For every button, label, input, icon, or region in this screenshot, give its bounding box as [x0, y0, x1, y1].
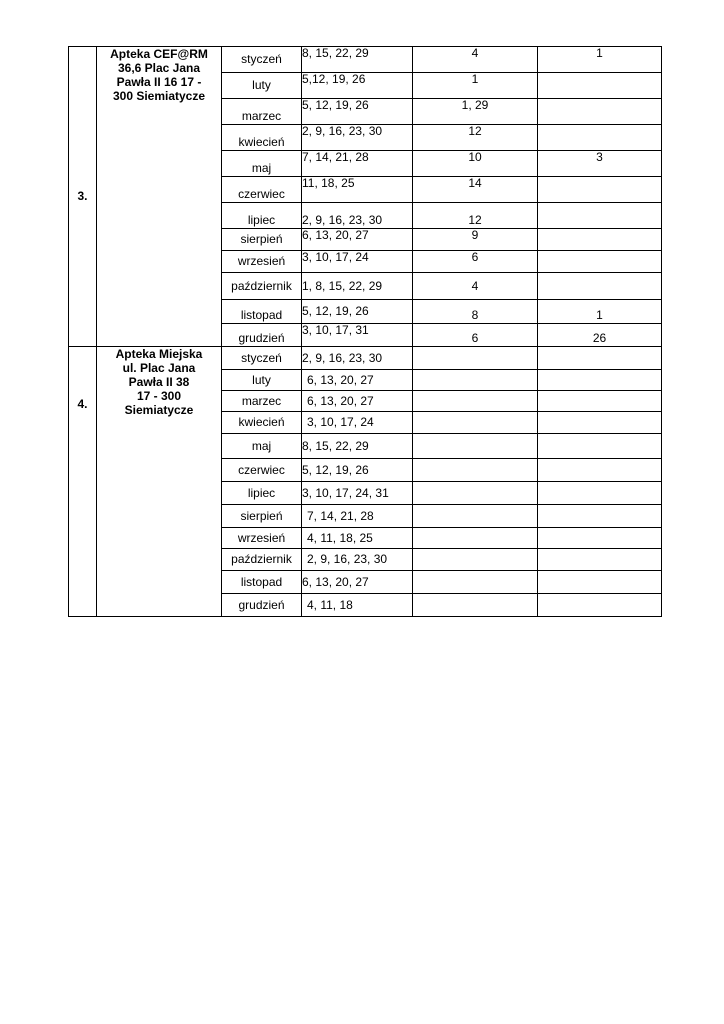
value-cell — [538, 370, 662, 391]
value-cell — [413, 594, 538, 617]
dates-cell: 7, 14, 21, 28 — [302, 151, 413, 177]
dates-cell: 4, 11, 18, 25 — [302, 528, 413, 549]
value-cell: 12 — [413, 125, 538, 151]
value-cell — [413, 434, 538, 459]
month-cell: grudzień — [222, 324, 302, 347]
value-cell — [413, 549, 538, 571]
value-cell — [538, 251, 662, 273]
value-cell: 1 — [413, 73, 538, 99]
value-cell — [413, 505, 538, 528]
value-cell: 26 — [538, 324, 662, 347]
dates-cell: 3, 10, 17, 24, 31 — [302, 482, 413, 505]
value-cell — [538, 412, 662, 434]
month-cell: kwiecień — [222, 125, 302, 151]
month-cell: czerwiec — [222, 177, 302, 203]
pharmacy-name-line: Pawła II 38 — [128, 375, 190, 389]
pharmacy-number: 3. — [69, 47, 97, 347]
pharmacy-name-line: ul. Plac Jana — [122, 361, 196, 375]
value-cell — [413, 391, 538, 412]
dates-cell: 2, 9, 16, 23, 30 — [302, 125, 413, 151]
value-cell: 12 — [413, 203, 538, 229]
month-cell: listopad — [222, 300, 302, 324]
dates-cell: 5, 12, 19, 26 — [302, 459, 413, 482]
value-cell: 6 — [413, 324, 538, 347]
value-cell: 1 — [538, 47, 662, 73]
value-cell — [538, 434, 662, 459]
month-cell: listopad — [222, 571, 302, 594]
month-cell: październik — [222, 549, 302, 571]
value-cell — [413, 370, 538, 391]
month-cell: styczeń — [222, 347, 302, 370]
month-cell: lipiec — [222, 482, 302, 505]
month-cell: luty — [222, 73, 302, 99]
dates-cell: 1, 8, 15, 22, 29 — [302, 273, 413, 300]
pharmacy-number: 4. — [69, 347, 97, 617]
dates-cell: 3, 10, 17, 24 — [302, 251, 413, 273]
dates-cell: 4, 11, 18 — [302, 594, 413, 617]
value-cell: 4 — [413, 47, 538, 73]
month-cell: styczeń — [222, 47, 302, 73]
value-cell: 6 — [413, 251, 538, 273]
pharmacy-name-line: 300 Siemiatycze — [112, 89, 206, 103]
pharmacy-name-line: Siemiatycze — [124, 403, 194, 417]
value-cell — [538, 73, 662, 99]
table-row — [69, 47, 662, 73]
value-cell: 9 — [413, 229, 538, 251]
pharmacy-name-line: 36,6 Plac Jana — [117, 61, 201, 75]
month-cell: sierpień — [222, 229, 302, 251]
month-cell: kwiecień — [222, 412, 302, 434]
dates-cell: 6, 13, 20, 27 — [302, 229, 413, 251]
pharmacy-name-line: Apteka Miejska — [115, 347, 203, 361]
dates-cell: 6, 13, 20, 27 — [302, 370, 413, 391]
value-cell — [413, 528, 538, 549]
dates-cell: 8, 15, 22, 29 — [302, 434, 413, 459]
month-cell: wrzesień — [222, 528, 302, 549]
value-cell — [538, 177, 662, 203]
value-cell: 1, 29 — [413, 99, 538, 125]
value-cell — [413, 347, 538, 370]
value-cell: 14 — [413, 177, 538, 203]
value-cell — [538, 482, 662, 505]
dates-cell: 2, 9, 16, 23, 30 — [302, 347, 413, 370]
pharmacy-name — [97, 47, 222, 347]
value-cell — [413, 412, 538, 434]
value-cell — [538, 229, 662, 251]
value-cell — [413, 571, 538, 594]
dates-cell: 6, 13, 20, 27 — [302, 391, 413, 412]
pharmacy-name-line: Pawła II 16 17 - — [116, 75, 202, 89]
dates-cell: 5,12, 19, 26 — [302, 73, 413, 99]
month-cell: marzec — [222, 99, 302, 125]
month-cell: sierpień — [222, 505, 302, 528]
dates-cell: 5, 12, 19, 26 — [302, 300, 413, 324]
value-cell — [413, 482, 538, 505]
value-cell — [538, 347, 662, 370]
value-cell: 1 — [538, 300, 662, 324]
value-cell — [538, 528, 662, 549]
dates-cell: 6, 13, 20, 27 — [302, 571, 413, 594]
value-cell: 3 — [538, 151, 662, 177]
dates-cell: 11, 18, 25 — [302, 177, 413, 203]
month-cell: październik — [222, 273, 302, 300]
table-row — [69, 347, 662, 370]
month-cell: maj — [222, 434, 302, 459]
dates-cell: 8, 15, 22, 29 — [302, 47, 413, 73]
value-cell — [538, 203, 662, 229]
dates-cell: 2, 9, 16, 23, 30 — [302, 549, 413, 571]
value-cell — [538, 391, 662, 412]
pharmacy-name — [97, 347, 222, 617]
month-cell: luty — [222, 370, 302, 391]
value-cell — [413, 459, 538, 482]
month-cell: grudzień — [222, 594, 302, 617]
dates-cell: 7, 14, 21, 28 — [302, 505, 413, 528]
value-cell — [538, 549, 662, 571]
pharmacy-name-line: Apteka CEF@RM — [110, 47, 208, 61]
pharmacy-duty-table — [68, 46, 662, 617]
value-cell — [538, 505, 662, 528]
dates-cell: 2, 9, 16, 23, 30 — [302, 203, 413, 229]
month-cell: czerwiec — [222, 459, 302, 482]
value-cell — [538, 99, 662, 125]
dates-cell: 3, 10, 17, 24 — [302, 412, 413, 434]
dates-cell: 5, 12, 19, 26 — [302, 99, 413, 125]
month-cell: maj — [222, 151, 302, 177]
month-cell: wrzesień — [222, 251, 302, 273]
month-cell: lipiec — [222, 203, 302, 229]
value-cell — [538, 571, 662, 594]
value-cell — [538, 459, 662, 482]
pharmacy-name-line: 17 - 300 — [136, 389, 182, 403]
value-cell: 10 — [413, 151, 538, 177]
value-cell — [538, 125, 662, 151]
value-cell — [538, 594, 662, 617]
value-cell: 8 — [413, 300, 538, 324]
value-cell — [538, 273, 662, 300]
month-cell: marzec — [222, 391, 302, 412]
dates-cell: 3, 10, 17, 31 — [302, 324, 413, 347]
value-cell: 4 — [413, 273, 538, 300]
